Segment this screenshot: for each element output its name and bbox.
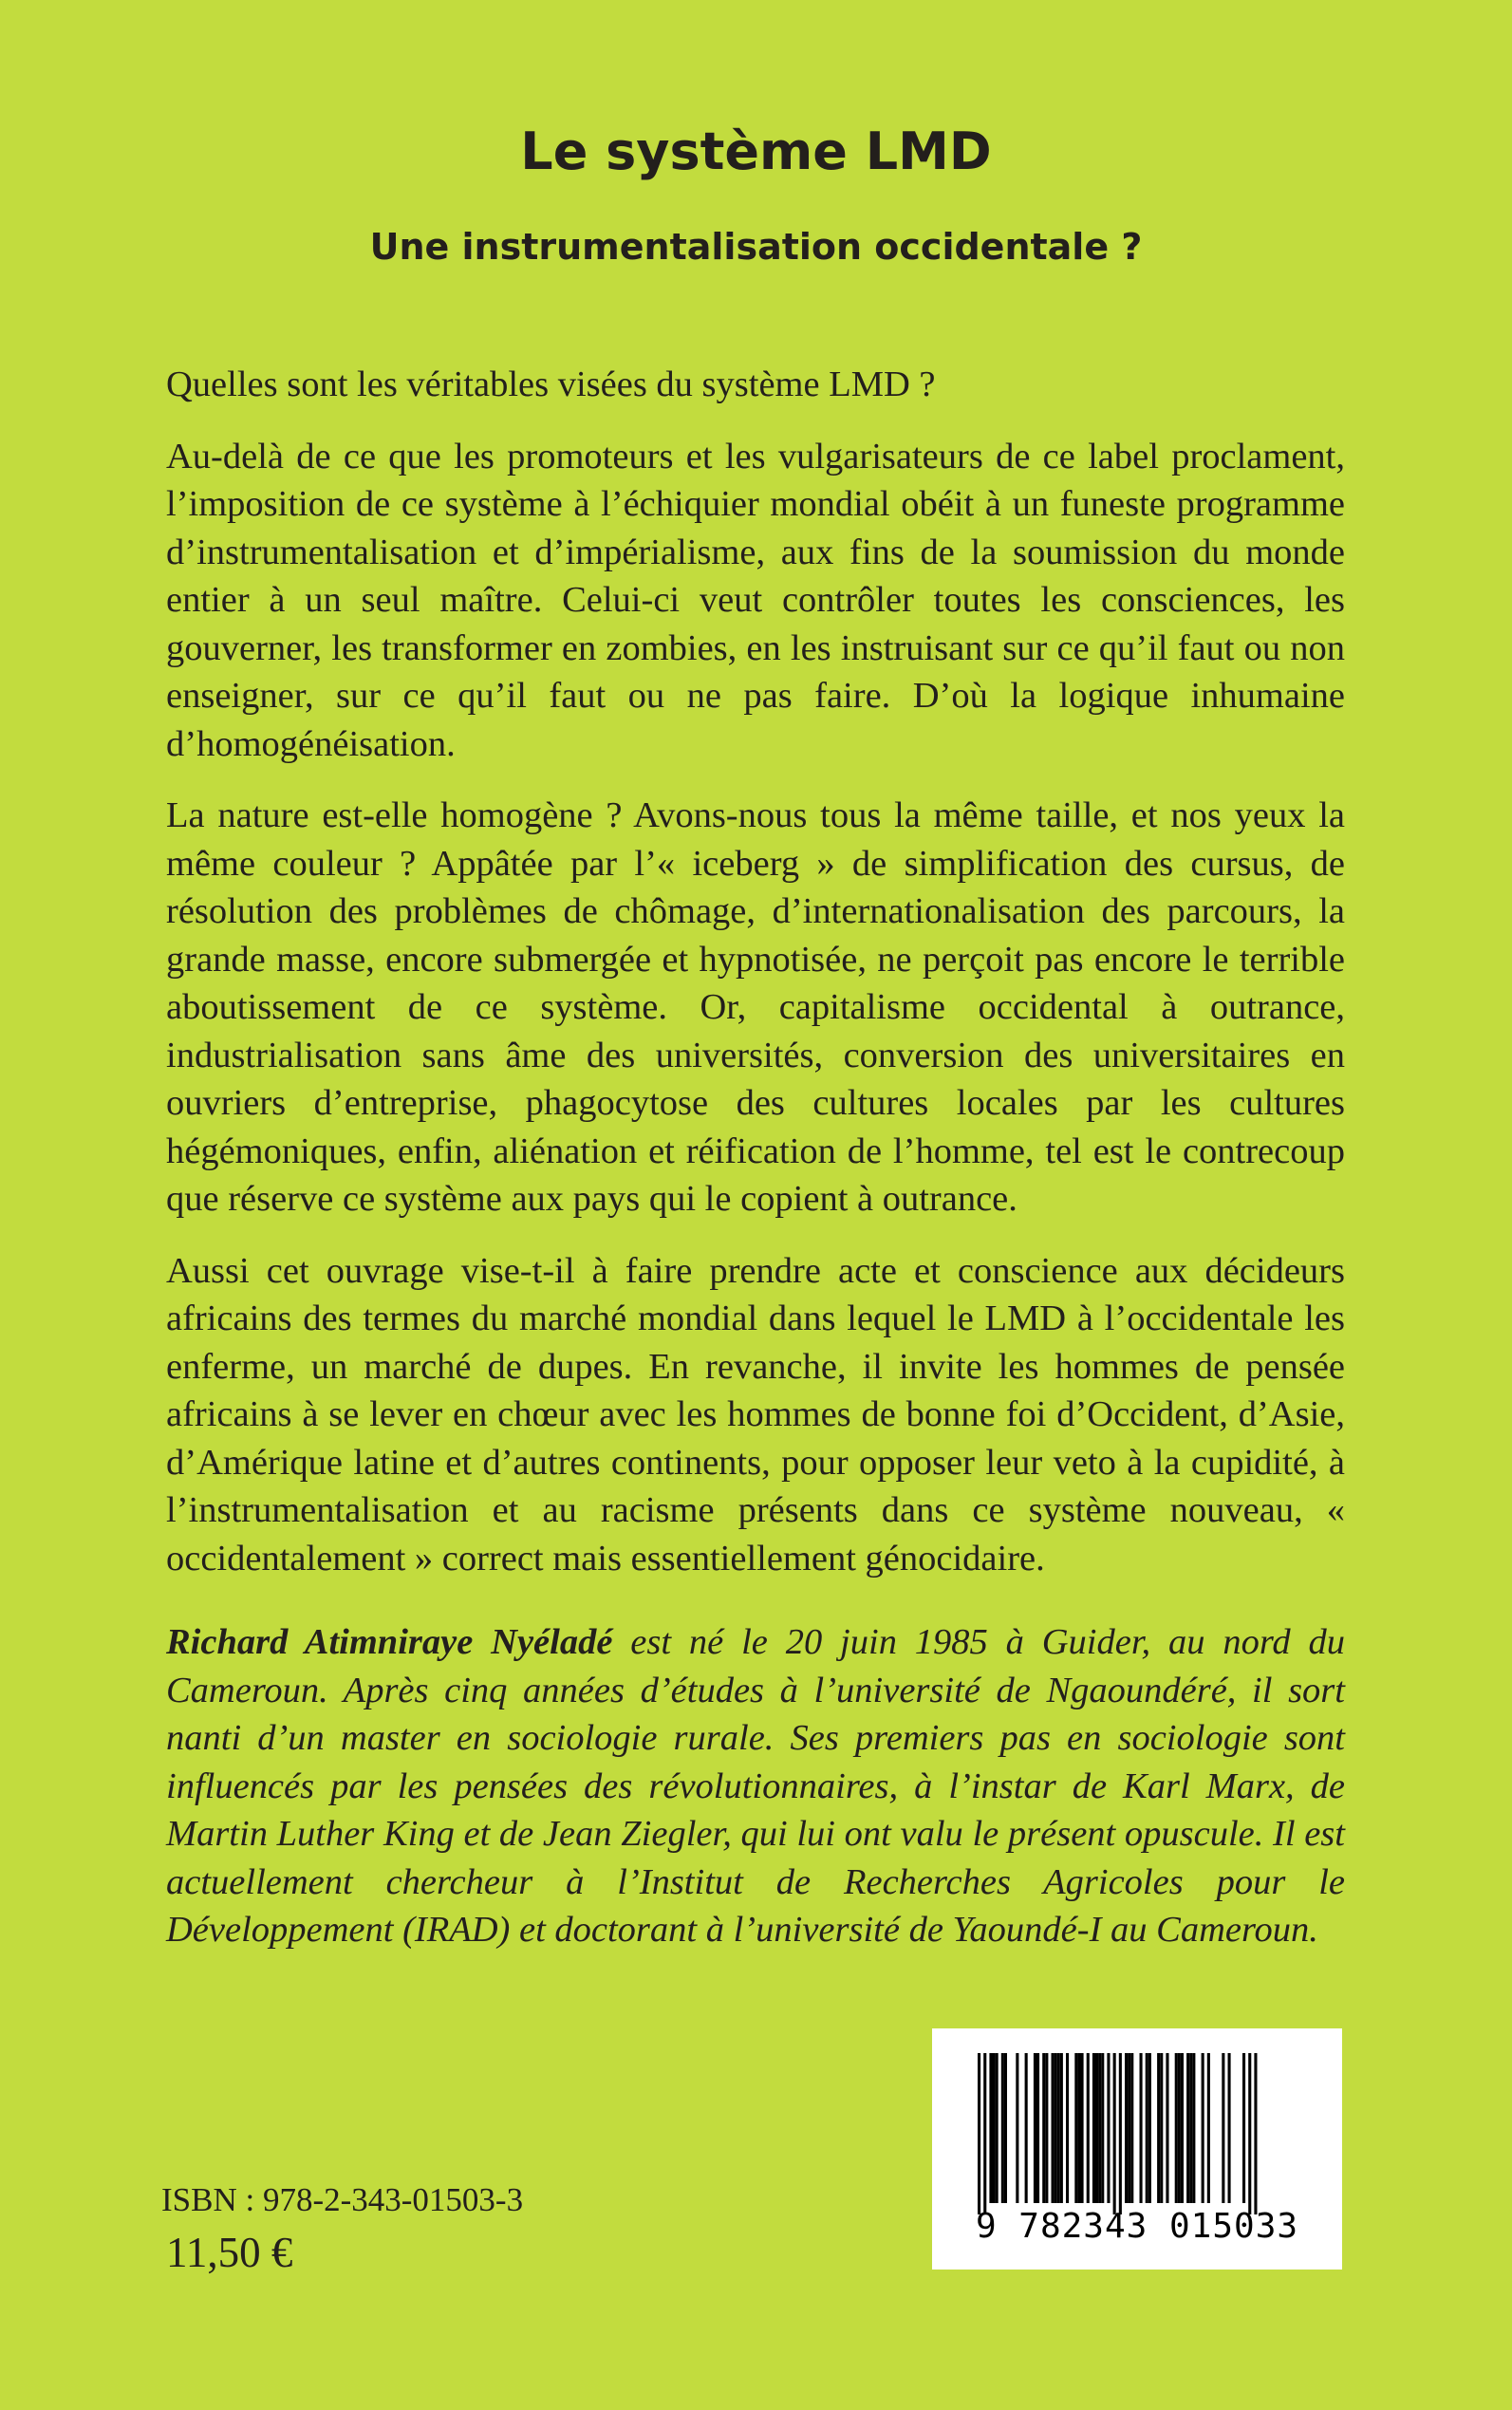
barcode-bar	[1157, 2053, 1160, 2203]
barcode-bar	[1228, 2053, 1231, 2203]
barcode-bar	[1125, 2053, 1128, 2203]
author-name: Richard Atimniraye Nyéladé	[166, 1622, 613, 1662]
barcode-bar	[1248, 2053, 1251, 2214]
barcode-bar	[1207, 2053, 1210, 2203]
blurb-paragraph: Aussi cet ouvrage vise-t-il à faire prendre acte et conscience aux décideurs africains des termes du marché mondial dans lequel le LMD à l’occidentale les enferme, un marché de dupes. En revanche, il invite les hommes de pensée africains à se lever en chœur avec les hommes de bonne foi d’Occident, d’Asie, d’Amérique latine et d’autres continents, pour opposer leur veto à la cupidité, à l’instrumentalisation et au racisme présents dans ce système nouveau, « occidentalement » correct mais essentiellement génocidaire.	[166, 1250, 1345, 1579]
barcode-bar	[1175, 2053, 1178, 2203]
barcode-bar	[1128, 2053, 1130, 2203]
barcode-bar	[1001, 2053, 1004, 2203]
barcode-bar	[983, 2053, 986, 2214]
barcode-bar	[1222, 2053, 1224, 2203]
barcode	[932, 2028, 1342, 2270]
barcode-bar	[1119, 2053, 1122, 2214]
barcode-bar	[1140, 2053, 1143, 2203]
barcode-bar	[1074, 2053, 1077, 2203]
barcode-bar	[1166, 2053, 1168, 2203]
book-title: Le système LMD	[520, 121, 992, 181]
barcode-bar	[1148, 2053, 1151, 2203]
barcode-bar	[1160, 2053, 1163, 2203]
blurb-paragraph: Quelles sont les véritables visées du système LMD ?	[166, 364, 936, 404]
barcode-bar	[1057, 2053, 1060, 2203]
barcode-bar	[1130, 2053, 1133, 2203]
price: 11,50 €	[166, 2229, 293, 2276]
barcode-bar	[1077, 2053, 1080, 2203]
author-bio	[166, 1618, 1345, 1954]
barcode-bar	[1087, 2053, 1090, 2203]
barcode-bar	[1202, 2053, 1204, 2203]
barcode-bar	[1036, 2053, 1039, 2203]
barcode-digits: 9 782343 015033	[975, 2207, 1299, 2246]
barcode-bar	[1055, 2053, 1057, 2203]
barcode-bar	[1004, 2053, 1007, 2203]
barcode-bar	[993, 2053, 996, 2203]
blurb-paragraph: La nature est-elle homogène ? Avons-nous tous la même taille, et nos yeux la même couleur ? Appâtée par l’« iceberg » de simplification des cursus, de résolution des problèmes de chômage, d’internationalisation des parcours, la grande masse, encore submergée et hypnotisée, ne perçoit pas encore le terrible aboutissement de ce système. Or, capitalisme occidental à outrance, industrialisation sans âme des universités, conversion des universitaires en ouvriers d’entreprise, phagocytose des cultures locales par les cultures hégémoniques, enfin, aliénation et réification de l’homme, tel est le contrecoup que réserve ce système aux pays qui le copient à outrance.	[166, 795, 1345, 1219]
barcode-bar	[1181, 2053, 1184, 2203]
barcode-bar	[1025, 2053, 1028, 2203]
book-subtitle: Une instrumentalisation occidentale ?	[369, 226, 1143, 268]
barcode-bar	[1107, 2053, 1110, 2203]
barcode-bar	[1242, 2053, 1245, 2203]
barcode-bar	[1042, 2053, 1045, 2203]
barcode-bar	[1034, 2053, 1036, 2203]
barcode-bar	[1192, 2053, 1195, 2203]
author-bio-text: est né le 20 juin 1985 à Guider, au nord du Cameroun. Après cinq années d’études à l’université de Ngaoundéré, il sort nanti d’un master en sociologie rurale. Ses premiers pas en sociologie sont influencés par les pensées des révolutionnaires, à l’instar de Karl Marx, de Martin Luther King et de Jean Ziegler, qui lui ont valu le présent opuscule. Il est actuellement chercheur à l’Institut de Recherches Agricoles pour le Développement (IRAD) et doctorant à l’université de Yaoundé-I au Cameroun.	[166, 1622, 1346, 1950]
barcode-bar	[996, 2053, 999, 2203]
barcode-bar	[978, 2053, 980, 2214]
barcode-bar	[1060, 2053, 1063, 2203]
blurb-paragraph: Au-delà de ce que les promoteurs et les vulgarisateurs de ce label proclament, l’imposition de ce système à l’échiquier mondial obéit à un funeste programme d’instrumentalisation et d’impérialisme, aux fins de la soumission du monde entier à un seul maître. Celui-ci veut contrôler toutes les consciences, les gouverner, les transformer en zombies, en les instruisant sur ce qu’il faut ou non enseigner, sur ce qu’il faut ou ne pas faire. D’où la logique inhumaine d’homogénéisation.	[166, 436, 1345, 764]
barcode-bar	[1189, 2053, 1192, 2203]
barcode-bar	[1186, 2053, 1189, 2203]
barcode-bar	[1016, 2053, 1018, 2203]
barcode-bar	[1081, 2053, 1084, 2203]
isbn: ISBN : 978-2-343-01503-3	[161, 2181, 524, 2218]
barcode-bar	[1113, 2053, 1116, 2214]
barcode-bar	[1146, 2053, 1148, 2203]
barcode-bar	[989, 2053, 992, 2203]
barcode-bar	[1066, 2053, 1069, 2203]
back-cover-text	[166, 361, 1345, 1978]
barcode-bar	[1052, 2053, 1055, 2203]
barcode-bar	[1254, 2053, 1257, 2214]
barcode-bar	[1095, 2053, 1098, 2203]
barcode-bar	[1178, 2053, 1181, 2203]
barcode-bar	[1098, 2053, 1101, 2203]
barcode-bar	[1045, 2053, 1048, 2203]
barcode-bar	[1092, 2053, 1095, 2203]
barcode-bar	[1101, 2053, 1104, 2203]
